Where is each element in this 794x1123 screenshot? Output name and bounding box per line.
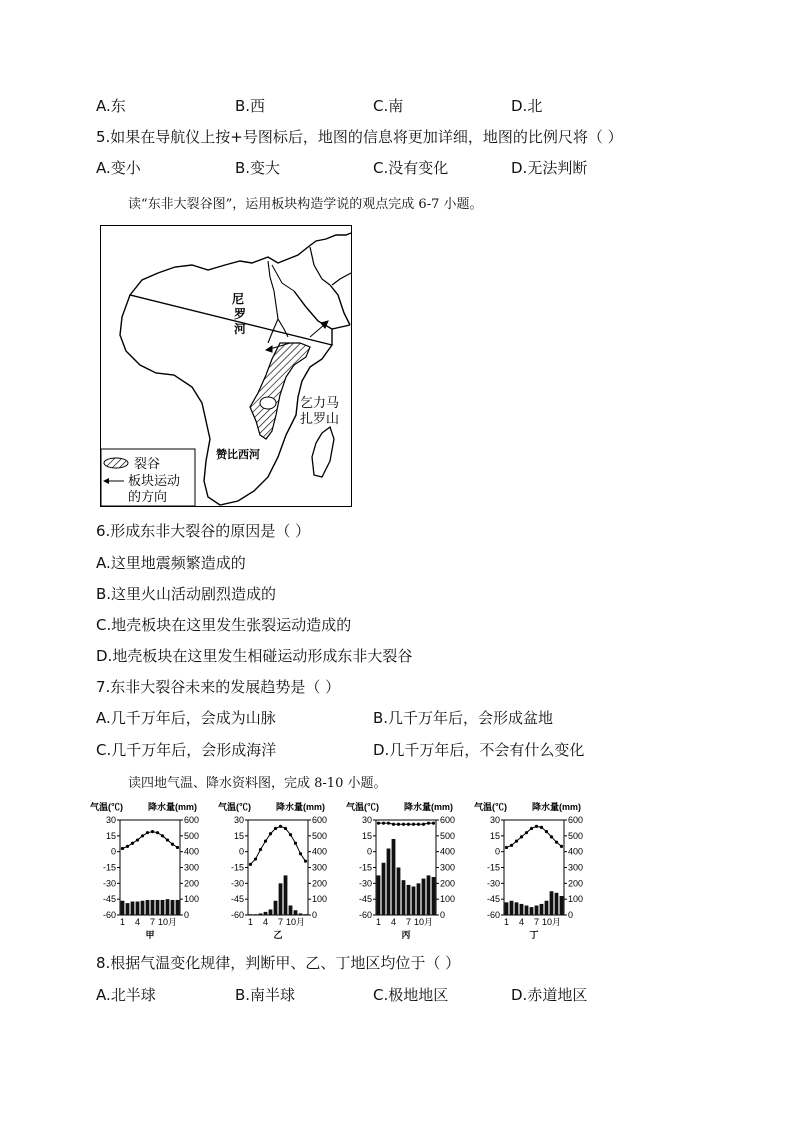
precip-tick-label: 400 <box>568 846 584 857</box>
temp-point <box>377 822 380 825</box>
temp-point <box>530 827 533 830</box>
precip-bar <box>515 902 519 915</box>
precip-bar <box>161 900 165 915</box>
precip-bar <box>299 913 303 915</box>
temp-axis-title: 气温(℃) <box>218 802 251 812</box>
precip-bar <box>274 901 278 915</box>
station-name: 乙 <box>273 930 283 940</box>
precip-tick-label: 500 <box>184 830 200 841</box>
precip-tick-label: 200 <box>184 878 200 889</box>
temp-tick-label: 15 <box>361 830 372 841</box>
precip-tick-label: 200 <box>440 878 456 889</box>
temp-tick-label: 15 <box>233 830 244 841</box>
temp-point <box>284 827 287 830</box>
temp-point <box>417 823 420 826</box>
precip-bar <box>422 879 426 915</box>
precip-bar <box>151 900 155 915</box>
temp-point <box>402 823 405 826</box>
precip-tick-label: 300 <box>440 862 456 873</box>
temp-point <box>171 843 174 846</box>
plot-frame <box>248 820 308 915</box>
x-tick-label: 10月 <box>413 917 434 927</box>
q8-stem: 8.根据气温变化规律，判断甲、乙、丁地区均位于（ ） <box>96 954 461 972</box>
temp-point <box>126 845 129 848</box>
intro-climate-charts: 读四地气温、降水资料图，完成 8-10 小题。 <box>128 776 387 791</box>
precip-bar <box>530 907 534 915</box>
temp-point <box>515 840 518 843</box>
temp-tick-label: 30 <box>361 815 372 825</box>
nile-label: 尼罗河 <box>232 292 247 336</box>
x-tick-label: 7 <box>277 917 284 927</box>
temp-tick-label: 0 <box>110 846 116 857</box>
temp-point <box>397 823 400 826</box>
temp-point <box>141 834 144 837</box>
precip-bar <box>427 875 431 915</box>
x-tick-label: 1 <box>119 917 126 927</box>
precip-bar <box>432 877 436 915</box>
x-tick-label: 1 <box>375 917 382 927</box>
precip-bar <box>407 885 411 915</box>
temp-tick-label: -30 <box>230 878 244 889</box>
precip-bar <box>545 901 549 915</box>
precip-tick-label: 300 <box>312 862 328 873</box>
legend-rift-label: 裂谷 <box>134 457 161 472</box>
temp-point <box>254 857 257 860</box>
precip-bar <box>402 880 406 915</box>
temp-tick-label: -45 <box>102 894 116 905</box>
precip-tick-label: 200 <box>568 878 584 889</box>
temp-tick-label: 0 <box>366 846 372 857</box>
precip-bar <box>269 909 273 915</box>
temp-point <box>387 822 390 825</box>
temp-point <box>535 825 538 828</box>
x-tick-label: 7 <box>149 917 156 927</box>
precip-bar <box>555 893 559 915</box>
precip-axis-title: 降水量(mm) <box>532 802 581 812</box>
temp-axis-title: 气温(℃) <box>474 802 507 812</box>
precip-bar <box>141 901 145 915</box>
precip-bar <box>392 839 396 915</box>
precip-bar <box>254 914 258 915</box>
precip-tick-label: 400 <box>440 846 456 857</box>
precip-bar <box>146 900 150 915</box>
q4-option-a[interactable]: A.东 <box>96 97 126 115</box>
temp-tick-label: 0 <box>494 846 500 857</box>
precip-bar <box>294 910 298 915</box>
temp-point <box>407 823 410 826</box>
x-tick-label: 1 <box>247 917 254 927</box>
temp-line <box>251 826 306 864</box>
climate-chart-4 <box>474 801 583 940</box>
q7-option-b[interactable]: B.几千万年后，会形成盆地 <box>373 709 554 727</box>
precip-tick-label: 100 <box>568 894 584 905</box>
precip-bar <box>397 868 401 916</box>
precip-tick-label: 600 <box>184 815 200 825</box>
precip-bar <box>520 904 524 915</box>
temp-point <box>131 842 134 845</box>
temp-line <box>379 823 434 824</box>
temp-point <box>151 830 154 833</box>
precip-bar <box>121 901 125 915</box>
precip-bar <box>166 899 170 915</box>
precip-bar <box>560 896 564 915</box>
temp-point <box>269 832 272 835</box>
temp-tick-label: 15 <box>489 830 500 841</box>
precip-bar <box>412 887 416 916</box>
precip-bar <box>136 902 140 915</box>
temp-point <box>422 823 425 826</box>
precip-tick-label: 600 <box>440 815 456 825</box>
precip-bar <box>304 914 308 915</box>
x-tick-label: 4 <box>518 917 525 927</box>
station-name: 甲 <box>145 930 155 940</box>
temp-point <box>294 842 297 845</box>
station-name: 丁 <box>529 930 539 940</box>
q5-option-a[interactable]: A.变小 <box>96 159 141 177</box>
precip-bar <box>289 906 293 916</box>
q6-option-a[interactable]: A.这里地震频繁造成的 <box>96 554 246 572</box>
temp-point <box>289 833 292 836</box>
precip-tick-label: 500 <box>312 830 328 841</box>
temp-point <box>299 852 302 855</box>
x-tick-label: 10月 <box>285 917 306 927</box>
precip-bar <box>156 900 160 915</box>
temp-tick-label: 30 <box>105 815 116 825</box>
q5-option-b[interactable]: B.变大 <box>235 159 281 177</box>
temp-tick-label: -45 <box>230 894 244 905</box>
temp-point <box>304 860 307 863</box>
temp-line <box>507 826 562 847</box>
q8-option-a[interactable]: A.北半球 <box>96 986 156 1004</box>
precip-bar <box>505 902 509 915</box>
precip-tick-label: 600 <box>568 815 584 825</box>
q7-option-d[interactable]: D.几千万年后，不会有什么变化 <box>373 741 585 759</box>
x-tick-label: 4 <box>262 917 269 927</box>
temp-point <box>156 831 159 834</box>
precip-axis-title: 降水量(mm) <box>276 802 325 812</box>
precip-tick-label: 0 <box>440 910 446 920</box>
climate-chart-2 <box>218 801 327 940</box>
east-african-rift-map <box>100 225 352 507</box>
q6-option-b[interactable]: B.这里火山活动剧烈造成的 <box>96 585 277 603</box>
temp-point <box>392 823 395 826</box>
climate-chart-1 <box>90 801 199 940</box>
temp-point <box>432 822 435 825</box>
precip-bar <box>377 875 381 915</box>
temp-axis-title: 气温(℃) <box>346 802 379 812</box>
temp-tick-label: -15 <box>486 862 500 873</box>
precip-bar <box>126 903 130 915</box>
precip-tick-label: 100 <box>312 894 328 905</box>
precip-tick-label: 200 <box>312 878 328 889</box>
temp-tick-label: -60 <box>230 910 244 920</box>
q5-option-d[interactable]: D.无法判断 <box>511 159 588 177</box>
temp-point <box>525 831 528 834</box>
legend-rift-symbol <box>104 458 128 468</box>
precip-bar <box>131 902 135 915</box>
precip-bar <box>279 883 283 915</box>
temp-point <box>274 827 277 830</box>
temp-point <box>520 835 523 838</box>
q6-stem: 6.形成东非大裂谷的原因是（ ） <box>96 522 311 540</box>
temp-point <box>176 846 179 849</box>
temp-tick-label: 15 <box>105 830 116 841</box>
temp-tick-label: -60 <box>102 910 116 920</box>
temp-tick-label: -60 <box>486 910 500 920</box>
temp-tick-label: -45 <box>358 894 372 905</box>
q8-option-c[interactable]: C.极地地区 <box>373 986 449 1004</box>
q6-option-c[interactable]: C.地壳板块在这里发生张裂运动造成的 <box>96 616 352 634</box>
temp-tick-label: 0 <box>238 846 244 857</box>
precip-bar <box>525 906 529 916</box>
q7-stem: 7.东非大裂谷未来的发展趋势是（ ） <box>96 678 341 696</box>
temp-point <box>161 834 164 837</box>
precip-tick-label: 0 <box>184 910 190 920</box>
q8-option-b[interactable]: B.南半球 <box>235 986 296 1004</box>
x-tick-label: 4 <box>134 917 141 927</box>
temp-point <box>545 830 548 833</box>
precip-axis-title: 降水量(mm) <box>148 802 197 812</box>
temp-tick-label: -30 <box>102 878 116 889</box>
precip-bar <box>540 904 544 915</box>
q8-option-d[interactable]: D.赤道地区 <box>511 986 588 1004</box>
legend-plate-label: 板块运动 的方向 <box>128 474 181 505</box>
temp-tick-label: 30 <box>489 815 500 825</box>
temp-point <box>136 838 139 841</box>
precip-bar <box>259 913 263 915</box>
precip-tick-label: 100 <box>184 894 200 905</box>
temp-tick-label: -15 <box>230 862 244 873</box>
temp-point <box>427 822 430 825</box>
q5-option-c[interactable]: C.没有变化 <box>373 159 449 177</box>
temp-point <box>510 844 513 847</box>
precip-bar <box>382 863 386 915</box>
kilimanjaro-marker <box>260 397 276 409</box>
temp-tick-label: -30 <box>486 878 500 889</box>
q4-option-b[interactable]: B.西 <box>235 97 266 115</box>
precip-tick-label: 100 <box>440 894 456 905</box>
temp-line <box>123 832 178 849</box>
temp-tick-label: -15 <box>358 862 372 873</box>
temp-tick-label: -30 <box>358 878 372 889</box>
q7-option-a[interactable]: A.几千万年后，会成为山脉 <box>96 709 276 727</box>
intro-rift-valley: 读“东非大裂谷图”，运用板块构造学说的观点完成 6-7 小题。 <box>128 197 483 212</box>
station-name: 丙 <box>401 930 411 940</box>
precip-tick-label: 300 <box>568 862 584 873</box>
q4-option-c[interactable]: C.南 <box>373 97 404 115</box>
precip-tick-label: 500 <box>440 830 456 841</box>
temp-point <box>382 822 385 825</box>
precip-bar <box>535 906 539 916</box>
climate-chart-3 <box>346 801 455 940</box>
precip-bar <box>510 901 514 915</box>
temp-tick-label: -15 <box>102 862 116 873</box>
precip-bar <box>171 900 175 915</box>
precip-tick-label: 600 <box>312 815 328 825</box>
temp-tick-label: -60 <box>358 910 372 920</box>
temp-point <box>264 840 267 843</box>
temp-point <box>279 825 282 828</box>
precip-tick-label: 0 <box>312 910 318 920</box>
zambezi-label: 赞比西河 <box>216 449 260 461</box>
precip-bar <box>417 883 421 915</box>
temp-point <box>249 863 252 866</box>
temp-axis-title: 气温(℃) <box>90 802 123 812</box>
temp-point <box>505 846 508 849</box>
temp-tick-label: -45 <box>486 894 500 905</box>
precip-tick-label: 400 <box>184 846 200 857</box>
precip-tick-label: 300 <box>184 862 200 873</box>
temp-tick-label: 30 <box>233 815 244 825</box>
precip-bar <box>550 891 554 915</box>
precip-tick-label: 0 <box>568 910 574 920</box>
x-tick-label: 7 <box>533 917 540 927</box>
x-tick-label: 10月 <box>157 917 178 927</box>
temp-point <box>412 823 415 826</box>
x-tick-label: 4 <box>390 917 397 927</box>
temp-point <box>540 826 543 829</box>
x-tick-label: 1 <box>503 917 510 927</box>
precip-tick-label: 500 <box>568 830 584 841</box>
temp-point <box>259 848 262 851</box>
x-tick-label: 10月 <box>541 917 562 927</box>
temp-point <box>560 845 563 848</box>
temp-point <box>166 838 169 841</box>
temp-point <box>550 835 553 838</box>
kilimanjaro-label: 乞力马 扎罗山 <box>300 395 340 426</box>
precip-axis-title: 降水量(mm) <box>404 802 453 812</box>
q4-option-d[interactable]: D.北 <box>511 97 543 115</box>
precip-bar <box>387 849 391 916</box>
precip-tick-label: 400 <box>312 846 328 857</box>
precip-bar <box>249 914 253 915</box>
precip-bar <box>284 875 288 915</box>
temp-point <box>555 841 558 844</box>
q5-stem: 5.如果在导航仪上按+号图标后，地图的信息将更加详细，地图的比例尺将（ ） <box>96 128 623 146</box>
climate-charts <box>90 800 590 945</box>
precip-bar <box>176 900 180 915</box>
temp-point <box>146 831 149 834</box>
precip-bar <box>264 912 268 915</box>
temp-point <box>121 847 124 850</box>
x-tick-label: 7 <box>405 917 412 927</box>
q7-option-c[interactable]: C.几千万年后，会形成海洋 <box>96 741 277 759</box>
q6-option-d[interactable]: D.地壳板块在这里发生相碰运动形成东非大裂谷 <box>96 647 413 665</box>
